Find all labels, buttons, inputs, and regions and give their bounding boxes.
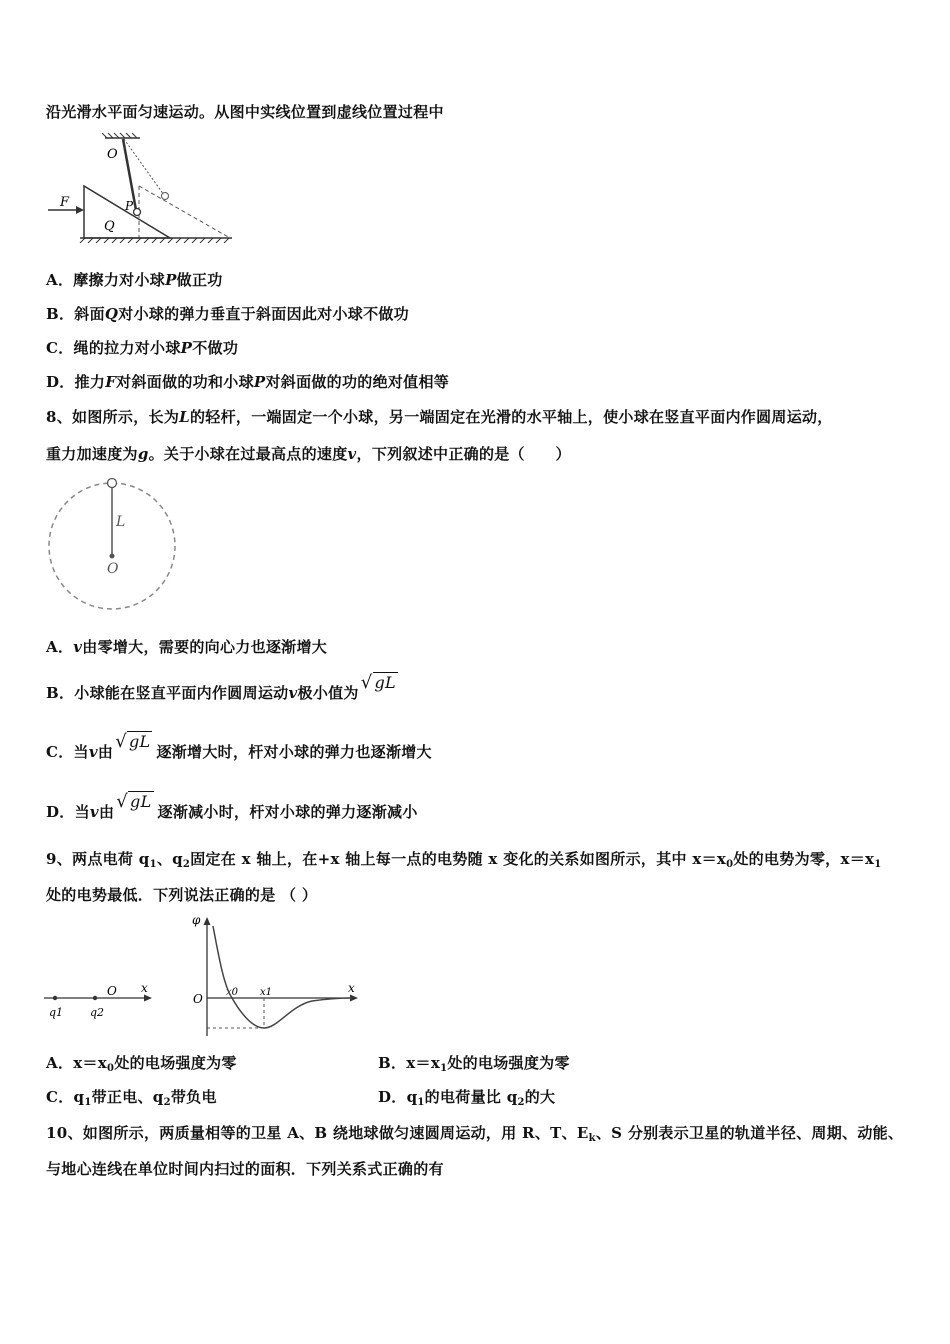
- stem-subscript: k: [588, 1133, 596, 1144]
- option-key: A．: [46, 1054, 74, 1072]
- option-symbol: P: [253, 373, 266, 391]
- q7-figure: [40, 130, 240, 245]
- option-text: 处的电场强度为零: [114, 1054, 237, 1072]
- q8-label-l: L: [116, 514, 126, 530]
- stem-text: 、q: [156, 850, 183, 868]
- sqrt-gl-formula: [116, 791, 153, 812]
- option-symbol: v: [288, 684, 298, 702]
- sqrt-argument: gL: [130, 792, 152, 811]
- q8-option-a[interactable]: [46, 636, 327, 657]
- q9-option-d[interactable]: [378, 1086, 555, 1108]
- option-key: A．: [46, 271, 74, 289]
- stem-text: 、S 分别表示卫星的轨道半径、周期、动能、: [595, 1124, 904, 1142]
- option-key: C．: [46, 1088, 74, 1106]
- stem-text: ，下列叙述中正确的是（ ）: [356, 445, 571, 463]
- option-key: B．: [46, 305, 75, 323]
- option-text: 摩擦力对小球: [73, 271, 166, 289]
- option-symbol: v: [89, 803, 99, 821]
- axis-label-x: x: [141, 981, 148, 995]
- q9-stem-line-2: 处的电势最低．下列说法正确的是 （ ）: [46, 886, 318, 904]
- option-symbol: Q: [104, 305, 119, 323]
- option-subscript: 1: [440, 1063, 448, 1074]
- q7-label-o: O: [107, 147, 118, 162]
- option-subscript: 2: [163, 1097, 171, 1108]
- q7-label-q: Q: [104, 219, 115, 234]
- sqrt-argument: gL: [374, 673, 396, 692]
- q7-label-f: F: [60, 195, 70, 210]
- option-text: x＝x: [73, 1054, 108, 1072]
- axis-label-q2: q2: [90, 1006, 105, 1019]
- stem-text: 处的电势为零，x＝x: [733, 850, 875, 868]
- option-text: x＝x: [406, 1054, 441, 1072]
- q9-stem-line-1: [46, 848, 882, 870]
- option-text: 由: [97, 743, 114, 761]
- stem-text: 8、如图所示，长为: [46, 408, 180, 426]
- q8-stem-line-1: [46, 406, 833, 427]
- stem-text: 的轻杆，一端固定一个小球，另一端固定在光滑的水平轴上，使小球在竖直平面内作圆周运动，: [190, 408, 833, 426]
- q8-label-o: O: [107, 561, 119, 577]
- q7-option-a[interactable]: [46, 269, 223, 290]
- option-key: D．: [378, 1088, 407, 1106]
- stem-text: 10、如图所示，两质量相等的卫星 A、B 绕地球做匀速圆周运动，用 R、T、E: [46, 1124, 589, 1142]
- q9-option-a[interactable]: [46, 1052, 237, 1074]
- option-text: 带负电: [170, 1088, 217, 1106]
- q9-option-b[interactable]: [378, 1052, 570, 1074]
- option-subscript: 1: [84, 1097, 92, 1108]
- graph-label-x1: x1: [260, 987, 273, 998]
- option-key: C．: [46, 743, 74, 761]
- stem-subscript: 0: [726, 859, 734, 870]
- q7-option-b[interactable]: [46, 303, 409, 324]
- stem-text: 固定在 x 轴上，在+x 轴上每一点的电势随 x 变化的关系如图所示，其中 x＝x: [190, 850, 727, 868]
- q8-stem-line-2: [46, 443, 571, 464]
- option-text: 逐渐减小时，杆对小球的弹力逐渐减小: [157, 803, 418, 821]
- option-symbol: F: [105, 373, 117, 391]
- stem-symbol: v: [347, 445, 357, 463]
- q10-stem-line-1: [46, 1122, 903, 1144]
- option-text: 推力: [74, 373, 106, 391]
- axis-label-q1: q1: [49, 1006, 64, 1019]
- option-symbol: v: [73, 638, 83, 656]
- option-text: 处的电场强度为零: [447, 1054, 570, 1072]
- option-key: C．: [46, 339, 74, 357]
- option-text: q: [73, 1088, 85, 1106]
- option-subscript: 0: [107, 1063, 115, 1074]
- option-text: 当: [74, 803, 90, 821]
- option-symbol: P: [165, 271, 177, 289]
- sqrt-sign: √: [115, 731, 127, 752]
- option-text: 由零增大，需要的向心力也逐渐增大: [82, 638, 328, 656]
- option-text: 逐渐增大时，杆对小球的弹力也逐渐增大: [156, 743, 432, 761]
- option-text: 当: [73, 743, 89, 761]
- option-text: 由: [98, 803, 115, 821]
- sqrt-argument: gL: [128, 732, 151, 751]
- axis-label-o: O: [107, 984, 117, 998]
- option-text: q: [406, 1088, 418, 1106]
- q10-stem-line-2: 与地心连线在单位时间内扫过的面积．下列关系式正确的有: [46, 1160, 444, 1178]
- option-text: 做正功: [176, 271, 223, 289]
- graph-label-phi: φ: [192, 913, 201, 927]
- stem-text: 9、两点电荷 q: [46, 850, 150, 868]
- option-text: 对斜面做的功和小球: [116, 373, 254, 391]
- q7-stem-line: 沿光滑水平面匀速运动。从图中实线位置到虚线位置过程中: [46, 103, 444, 121]
- sqrt-gl-formula: [361, 672, 398, 693]
- q7-label-p: P: [125, 199, 134, 213]
- stem-subscript: 1: [874, 859, 882, 870]
- q8-figure: [44, 474, 184, 616]
- q8-option-c[interactable]: [46, 731, 432, 762]
- stem-subscript: 2: [182, 859, 191, 870]
- option-text: 对小球的弹力垂直于斜面因此对小球不做功: [118, 305, 409, 323]
- q7-option-c[interactable]: [46, 337, 238, 358]
- sqrt-gl-formula: [115, 731, 152, 752]
- stem-subscript: 1: [149, 859, 157, 870]
- stem-text: 。关于小球在过最高点的速度: [148, 445, 348, 463]
- option-text: 不做功: [192, 339, 239, 357]
- option-subscript: 1: [417, 1097, 425, 1108]
- graph-label-o: O: [193, 992, 203, 1006]
- q7-option-d[interactable]: [46, 371, 449, 392]
- option-key: B．: [46, 684, 75, 702]
- q9-axis-figure: [40, 980, 160, 1022]
- option-text: 绳的拉力对小球: [73, 339, 181, 357]
- option-text: 的大: [524, 1088, 556, 1106]
- stem-symbol: g: [137, 445, 149, 463]
- option-text: 小球能在竖直平面内作圆周运动: [74, 684, 289, 702]
- q8-option-d[interactable]: [46, 791, 418, 822]
- option-key: A．: [46, 638, 74, 656]
- sqrt-sign: √: [360, 672, 373, 693]
- q9-potential-graph: [186, 910, 366, 1040]
- q9-option-c[interactable]: [46, 1086, 217, 1108]
- stem-symbol: L: [179, 408, 190, 426]
- option-text: 的电荷量比 q: [424, 1088, 518, 1106]
- option-text: 带正电、q: [91, 1088, 164, 1106]
- option-subscript: 2: [517, 1097, 525, 1108]
- stem-text: 重力加速度为: [46, 445, 138, 463]
- option-key: D．: [46, 373, 75, 391]
- option-symbol: v: [88, 743, 98, 761]
- graph-label-x0: x0: [226, 987, 239, 998]
- option-text: 斜面: [74, 305, 105, 323]
- graph-label-x: x: [348, 981, 355, 995]
- option-text: 极小值为: [297, 684, 359, 702]
- option-symbol: P: [180, 339, 193, 357]
- sqrt-sign: √: [116, 791, 129, 812]
- option-key: B．: [378, 1054, 407, 1072]
- option-key: D．: [46, 803, 75, 821]
- q8-option-b[interactable]: [46, 672, 402, 703]
- option-text: 对斜面做的功的绝对值相等: [265, 373, 450, 391]
